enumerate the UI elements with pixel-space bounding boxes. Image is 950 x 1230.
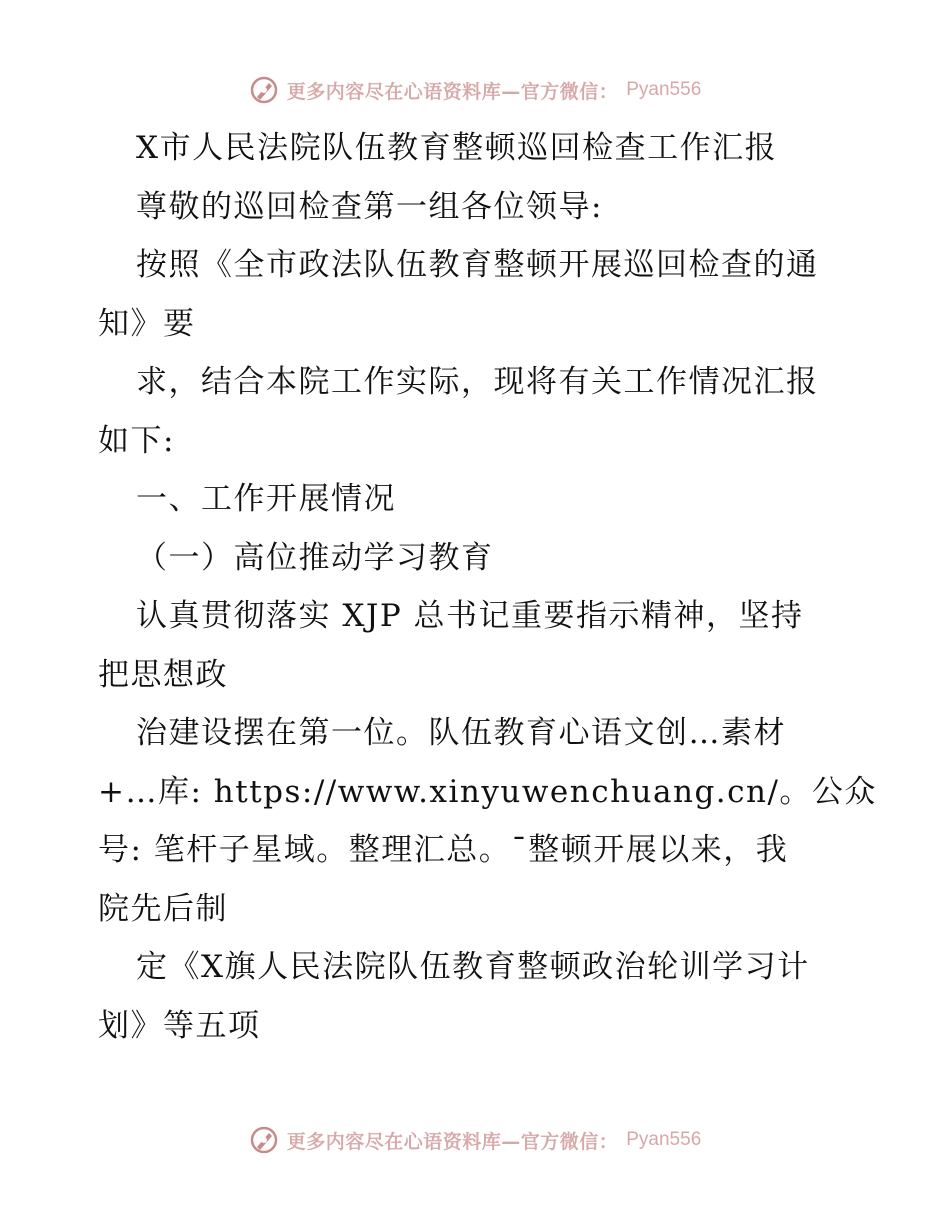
doc-line: 按照《全市政法队伍教育整顿开展巡回检查的通 (136, 247, 819, 283)
footer-watermark (0, 1120, 950, 1160)
doc-line: X市人民法院队伍教育整顿巡回检查工作汇报 (136, 130, 778, 166)
doc-line: 治建设摆在第一位。队伍教育心语文创…素材 (136, 715, 786, 751)
watermark-wechat-id: Pyan556 (626, 79, 702, 100)
doc-line: 如下: (98, 422, 175, 459)
doc-line: 知》要 (98, 305, 196, 342)
pen-logo-icon (249, 1125, 279, 1155)
doc-line: 求，结合本院工作实际，现将有关工作情况汇报 (136, 364, 819, 400)
watermark-text: 更多内容尽在心语资料库—官方微信： (286, 1130, 619, 1153)
watermark-wechat-id: Pyan556 (626, 1129, 702, 1150)
doc-line: 定《X旗人民法院队伍教育整顿政治轮训学习计 (136, 949, 810, 985)
doc-line: 划》等五项 (98, 1007, 261, 1044)
pen-logo-icon (249, 75, 279, 105)
doc-line: 认真贯彻落实 XJP 总书记重要指示精神，坚持 (136, 598, 804, 634)
doc-line: 尊敬的巡回检查第一组各位领导: (136, 188, 603, 225)
doc-line: 号: 笔杆子星域。整理汇总。¯整顿开展以来，我 (98, 832, 789, 868)
watermark-text: 更多内容尽在心语资料库—官方微信： (286, 80, 619, 103)
document-body (98, 119, 877, 1055)
header-watermark (0, 70, 950, 110)
doc-line: 一、工作开展情况 (136, 481, 396, 517)
doc-line: 院先后制 (98, 890, 228, 927)
doc-line: （一）高位推动学习教育 (136, 539, 494, 576)
doc-line: 把思想政 (98, 656, 228, 693)
doc-line: +…库: https://www.xinyuwenchuang.cn/。公众 (98, 773, 877, 810)
